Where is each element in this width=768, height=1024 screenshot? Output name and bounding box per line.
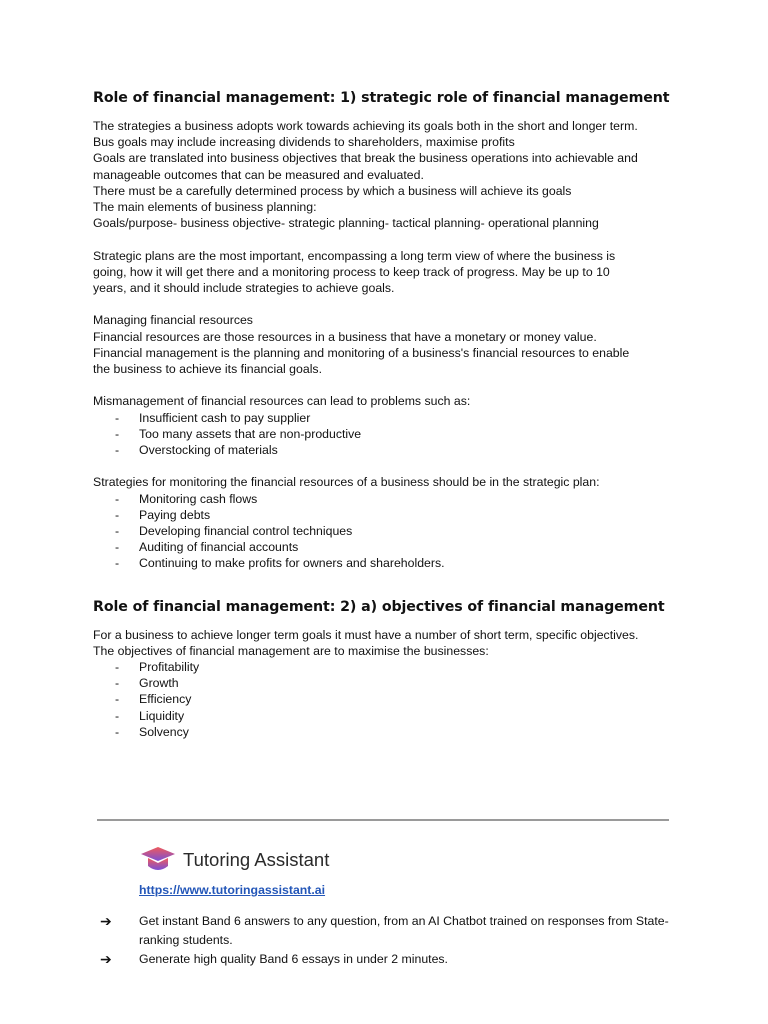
list-item [93,491,683,507]
list-item [93,708,683,724]
paragraph-line: The main elements of business planning: [93,200,317,215]
list-item [93,442,683,458]
list-item-text: Solvency [139,724,189,739]
list-item-text: Monitoring cash flows [139,491,258,506]
list-item [93,523,683,539]
paragraph-line: Managing financial resources [93,313,253,328]
list-item-text: Continuing to make profits for owners and shareholders. [139,556,445,571]
dash-marker: - [115,410,120,425]
paragraph-line: Bus goals may include increasing dividends to shareholders, maximise profits [93,135,515,150]
list-item-text: Developing financial control techniques [139,524,353,539]
section1-intro [93,118,683,231]
website-link[interactable]: https://www.tutoringassistant.ai [139,883,326,897]
dash-marker: - [115,660,120,675]
arrow-right-icon: ➔ [100,951,112,967]
strategic-plans-paragraph [93,248,683,297]
footer-divider [97,819,669,821]
paragraph-line: The objectives of financial management are to maximise the businesses: [93,643,489,658]
dash-marker: - [115,540,120,555]
brand-name: Tutoring Assistant [183,849,330,870]
list-item-text: Insufficient cash to pay supplier [139,410,311,425]
managing-financial-resources-paragraph [93,312,683,377]
paragraph-line: Strategies for monitoring the financial resources of a business should be in the strategic plan: [93,475,600,490]
paragraph-line: For a business to achieve longer term goals it must have a number of short term, specific objectives. [93,627,639,642]
monitoring-intro [93,474,683,490]
list-item-text: Paying debts [139,507,211,522]
promo-item [100,950,700,969]
list-item-text: Too many assets that are non-productive [139,426,362,441]
dash-marker: - [115,491,120,506]
list-item [93,539,683,555]
list-item-text: Liquidity [139,708,185,723]
brand-logo-block[interactable] [140,843,329,877]
list-item [93,426,683,442]
document-body [93,88,683,740]
paragraph-line: Goals are translated into business objectives that break the business operations into achievable and [93,151,638,166]
dash-marker: - [115,724,120,739]
promo-list [100,912,700,969]
paragraph-line: years, and it should include strategies to achieve goals. [93,281,395,296]
paragraph-line: There must be a carefully determined process by which a business will achieve its goals [93,183,572,198]
paragraph-line: going, how it will get there and a monitoring process to keep track of progress. May be up to 10 [93,264,610,279]
paragraph-line: Goals/purpose- business objective- strategic planning- tactical planning- operational planning [93,216,599,231]
dash-marker: - [115,443,120,458]
graduation-cap-icon [140,843,176,877]
dash-marker: - [115,507,120,522]
objectives-list [93,659,683,740]
paragraph-line: The strategies a business adopts work towards achieving its goals both in the short and longer term. [93,119,638,133]
list-item [93,675,683,691]
promo-item-text: Generate high quality Band 6 essays in under 2 minutes. [139,952,448,966]
paragraph-line: manageable outcomes that can be measured and evaluated. [93,167,424,182]
dash-marker: - [115,708,120,723]
section2-intro [93,627,683,659]
section2-heading: Role of financial management: 2) a) objectives of financial management [93,598,665,615]
list-item-text: Growth [139,676,179,691]
paragraph-line: the business to achieve its financial goals. [93,362,322,377]
paragraph-line: Financial resources are those resources in a business that have a monetary or money value. [93,329,597,344]
paragraph-line: Strategic plans are the most important, encompassing a long term view of where the business is [93,248,616,263]
promo-item [100,912,700,950]
list-item [93,555,683,571]
paragraph-line: Financial management is the planning and monitoring of a business's financial resources to enable [93,345,630,360]
list-item [93,507,683,523]
mismanagement-list [93,410,683,459]
list-item [93,659,683,675]
paragraph-line: Mismanagement of financial resources can lead to problems such as: [93,394,471,409]
dash-marker: - [115,524,120,539]
dash-marker: - [115,556,120,571]
arrow-right-icon: ➔ [100,913,112,929]
list-item-text: Efficiency [139,692,192,707]
list-item [93,691,683,707]
list-item-text: Profitability [139,660,200,675]
promo-item-text: Get instant Band 6 answers to any question, from an AI Chatbot trained on responses from State-ranking students. [139,914,669,947]
list-item [93,410,683,426]
dash-marker: - [115,692,120,707]
list-item [93,724,683,740]
section1-heading: Role of financial management: 1) strategic role of financial management [93,90,670,106]
list-item-text: Overstocking of materials [139,443,278,458]
list-item-text: Auditing of financial accounts [139,540,299,555]
dash-marker: - [115,426,120,441]
mismanagement-intro [93,393,683,409]
monitoring-list [93,491,683,572]
dash-marker: - [115,676,120,691]
